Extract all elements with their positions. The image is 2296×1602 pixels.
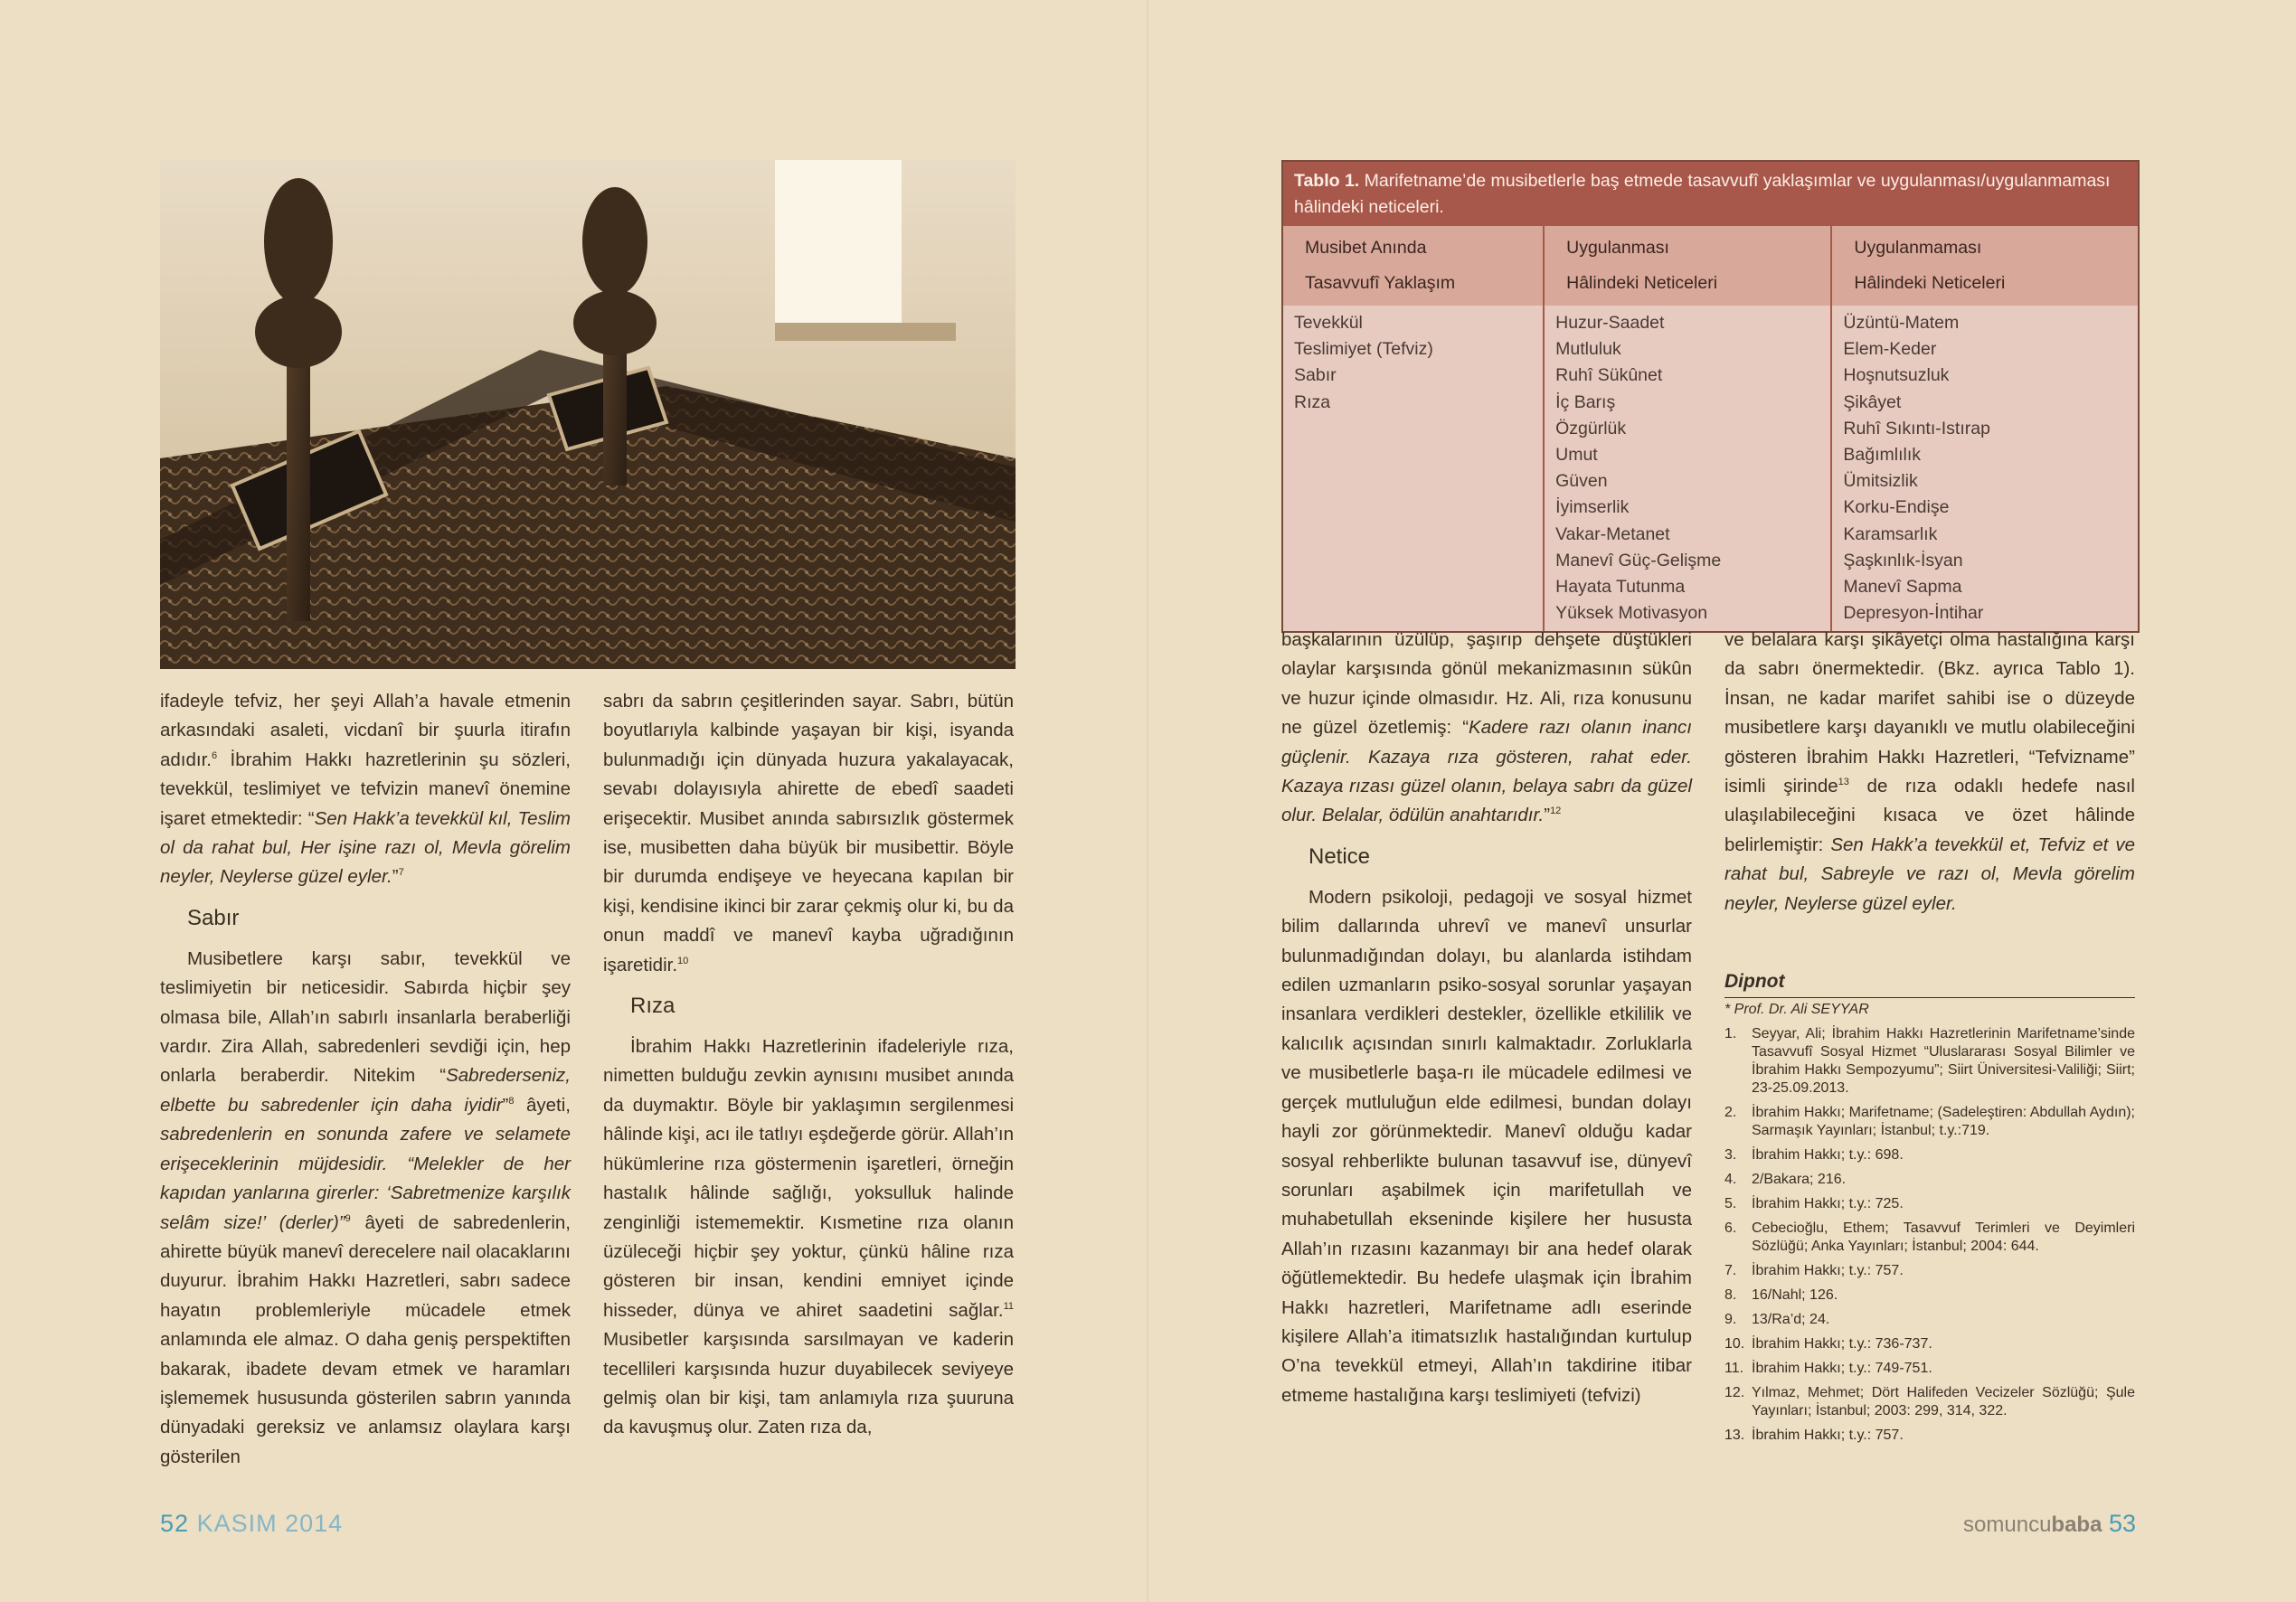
table-column-not-applied	[1830, 306, 2138, 631]
footnote-text: İbrahim Hakkı; t.y.: 749-751.	[1752, 1361, 1932, 1376]
footnote-text: Cebecioğlu, Ethem; Tasavvuf Terimleri ve Deyimleri Sözlüğü; Anka Yayınları; İstanbul; 2004: 644.	[1752, 1220, 2135, 1254]
table-cell: Ruhî Sıkıntı-Istırap	[1843, 418, 1990, 438]
table-cell: Hoşnutsuzluk	[1843, 365, 1950, 386]
footnote-number: 1.	[1724, 1026, 1737, 1041]
footnote-text: İbrahim Hakkı; t.y.: 757.	[1752, 1428, 1904, 1443]
footnote-item	[1724, 1335, 2135, 1353]
table-header-cell: Uygulanmaması Hâlindeki Neticeleri	[1830, 226, 2138, 306]
footnote-text: 2/Bakara; 216.	[1752, 1172, 1847, 1187]
footnote-text: İbrahim Hakkı; t.y.: 698.	[1752, 1147, 1904, 1163]
footnote-number: 5.	[1724, 1196, 1737, 1211]
table-header-cell: Musibet Anında Tasavvufî Yaklaşım	[1305, 238, 1456, 293]
table-cell: Mutluluk	[1555, 339, 1621, 360]
paragraph-riza: İbrahim Hakkı Hazretlerinin ifadeleriyle rıza, nimetten bulduğu zevkin aynısını musibet anında da duymaktır. Böyle bir yaklaşımın sergilenmesi hâlinde kişi, acı ile tatlıyı eşdeğerde görür. Allah’ın hükümlerine rıza göstermenin işaretleri, örneğin hastalık hâlinde sağlığı, yoksulluk halinde zenginliği istememektir. Kısmetine rıza olanın üzüleceği hiçbir şey yoktur, çünkü hâline rıza gösteren bir insan, kendini emniyet içinde hisseder, dünya ve ahiret saadetini sağlar.$^{11}$ Musibetler karşısında sarsılmayan ve kaderin tecellileri karşısında huzur duyabilecek seviyeye gelmiş olan bir kişi, tam anlamıyla rıza şuuruna da kavuşmuş olur. Zaten rıza da,	[603, 1036, 1014, 1438]
folio-right: somuncubaba 53	[1963, 1510, 2136, 1537]
right-column-2	[1724, 626, 2135, 919]
footnotes	[1724, 968, 2135, 1451]
footnote-item	[1724, 1311, 2135, 1329]
table-cell: Güven	[1555, 471, 1608, 492]
heading-riza: Rıza	[630, 994, 676, 1019]
table-cell: İyimserlik	[1555, 497, 1630, 518]
table-cell: Üzüntü-Matem	[1843, 313, 1960, 333]
footnote-item	[1724, 1262, 2135, 1280]
table-column-applied	[1543, 306, 1830, 631]
table-cell: Karamsarlık	[1843, 523, 1938, 544]
table-cell: Tevekkül	[1294, 313, 1363, 333]
table-cell: Yüksek Motivasyon	[1555, 603, 1708, 624]
table-cell: Huzur-Saadet	[1555, 313, 1665, 333]
table-body	[1283, 306, 2138, 631]
footnote-text: İbrahim Hakkı; t.y.: 757.	[1752, 1263, 1904, 1278]
footnote-number: 13.	[1724, 1428, 1745, 1443]
footnote-number: 7.	[1724, 1263, 1737, 1278]
footnote-item	[1724, 1104, 2135, 1140]
footnote-number: 8.	[1724, 1287, 1737, 1303]
footnote-list	[1724, 1025, 2135, 1445]
footnote-number: 10.	[1724, 1336, 1745, 1352]
table-cell: Korku-Endişe	[1843, 497, 1950, 518]
heading-netice: Netice	[1309, 843, 1371, 869]
table-cell: Manevî Sapma	[1843, 577, 1962, 598]
footnote-item	[1724, 1286, 2135, 1305]
table-cell: Depresyon-İntihar	[1843, 603, 1984, 624]
left-column-2	[603, 687, 1014, 1443]
footnote-text: Yılmaz, Mehmet; Dört Halifeden Vecizeler Sözlüğü; Şule Yayınları; İstanbul; 2003: 299, 314, 322.	[1752, 1385, 2135, 1418]
footnote-text: Seyyar, Ali; İbrahim Hakkı Hazretlerinin Marifetname’sinde Tasavvufî Sosyal Hizmet “Uluslararası Sosyal Bilimler ve İbrahim Hakkı Sempozyumu”; Siirt Üniversitesi-Valiliği; Siirt; 23-25.09.2013.	[1752, 1026, 2135, 1096]
table-cell: Manevî Güç-Gelişme	[1555, 550, 1722, 570]
paragraph-sabir: Musibetlere karşı sabır, tevekkül ve teslimiyetin bir neticesidir. Sabırda hiçbir şey olmasa bile, Allah’ın sabırlı insanlarla beraberliği vardır. Zira Allah, sabredenleri sevdiği için, hep onlarla beraberdir. Nitekim “Sabrederseniz, elbette bu sabredenler için daha iyidir”$^8$ âyeti, sabredenlerin en sonunda zafere ve selamete erişeceklerinin müjdesidir. “Melekler de her kapıdan yanlarına girerler: ‘Sabretmenize karşılık selâm size!’ (derler)”$^9$ âyeti de sabredenlerin, ahirette büyük manevî derecelere nail olacaklarını duyurur. İbrahim Hakkı Hazretleri, sabrı sadece hayatın problemleriyle mücadele etmek anlamında ele almaz. O daha geniş perspektiften bakarak, ibadete devam etmek ve haramları işlememek hususunda gösterilen sabrın yanında dünyadaki gereksiz ve anlamsız olaylara karşı gösterilen	[160, 947, 572, 1467]
table-cell: Şikâyet	[1843, 391, 1902, 412]
folio-left: 52 KASIM 2014	[160, 1510, 344, 1537]
table-cell: Teslimiyet (Tefviz)	[1294, 339, 1433, 360]
footnote-item	[1724, 1171, 2135, 1189]
footnote-number: 6.	[1724, 1220, 1737, 1236]
table-cell: Sabır	[1294, 365, 1337, 386]
footnote-item	[1724, 1195, 2135, 1213]
tomb-photo	[160, 160, 1016, 669]
footnote-text: 16/Nahl; 126.	[1752, 1287, 1838, 1303]
table-1	[1281, 160, 2140, 633]
table-cell: İç Barış	[1555, 391, 1616, 412]
footnote-item	[1724, 1146, 2135, 1164]
footnotes-author: * Prof. Dr. Ali SEYYAR	[1724, 1002, 1869, 1017]
table-cell: Bağımlılık	[1843, 445, 1921, 466]
footnote-number: 12.	[1724, 1385, 1745, 1400]
footnote-item	[1724, 1360, 2135, 1378]
table-header-row	[1283, 226, 2138, 306]
footnote-text: İbrahim Hakkı; Marifetname; (Sadeleştiren: Abdullah Aydın); Sarmaşık Yayınları; İstanbul; t.y.:719.	[1752, 1105, 2135, 1138]
left-column-1	[160, 687, 571, 1472]
table-cell: Ruhî Sükûnet	[1555, 365, 1663, 386]
paragraph-sabir-cont: sabrı da sabrın çeşitlerinden sayar. Sabrı, bütün boyutlarıyla kalbinde yaşayan bir kişi, isyanda bulunmadığı için dünyada huzura yakalayacak, sevabı dolayısıyla ahirette de ebedî saadeti erişecektir. Musibet anında sabırsızlık göstermek ise, musibetten daha büyük bir musibettir. Böyle bir durumda endişeye ve heyecana kapılan bir kişi, kendisine ikinci bir zarar çekmiş olur ki, bu da onun maddî ve manevî kayba uğradığının işaretidir.$^{10}$	[603, 691, 1014, 975]
footnote-text: 13/Ra’d; 24.	[1752, 1312, 1830, 1327]
paragraph-netice-cont: ve belalara karşı şikâyetçi olma hastalığına karşı da sabrı önermektedir. (Bkz. ayrıca Tablo 1). İnsan, ne kadar marifet sahibi ise o düzeyde musibetlere karşı dayanıklı ve mutlu olabileceğini gösteren İbrahim Hakkı Hazretleri, “Tefvizname” isimli şirinde$^{13}$ de rıza odaklı hedefe nasıl ulaşılabileceğini kısaca ve özet hâlinde belirlemiştir: Sen Hakk’a tevekkül et, Tefviz et ve rahat bul, Sabreyle ve razı ol, Mevla görelim neyler, Neylerse güzel eyler.	[1724, 629, 2135, 914]
footnote-number: 9.	[1724, 1312, 1737, 1327]
footnote-item	[1724, 1427, 2135, 1445]
footnote-number: 3.	[1724, 1147, 1737, 1163]
right-column-1	[1281, 626, 1692, 1410]
table-cell: Hayata Tutunma	[1555, 577, 1686, 598]
footnote-item	[1724, 1025, 2135, 1098]
table-cell: Umut	[1555, 445, 1598, 466]
table-cell: Şaşkınlık-İsyan	[1843, 550, 1963, 570]
page-gutter	[1147, 0, 1148, 1602]
table-column-approach	[1283, 306, 1543, 631]
heading-sabir: Sabır	[187, 905, 240, 930]
paragraph-riza-cont: başkalarının üzülüp, şaşırıp dehşete düştükleri olaylar karşısında gönül mekanizmasının sükûn ve huzur içinde olmasıdır. Hz. Ali, rıza konusunu ne güzel özetlemiş: “Kadere razı olanın inancı güçlenir. Kazaya rıza gösteren, rahat eder. Kazaya rızası güzel olanın, belaya sabrı da güzel olur. Belalar, ödülün anahtarıdır.”$^{12}$	[1281, 629, 1692, 826]
table-cell: Rıza	[1294, 391, 1331, 412]
footnotes-title: Dipnot	[1724, 968, 2135, 998]
paragraph-tefviz: ifadeyle tefviz, her şeyi Allah’a havale etmenin arkasındaki asaleti, vicdanî bir şuurla itirafın adıdır.$^6$ İbrahim Hakkı hazretlerinin şu sözleri, tevekkül, teslimiyet ve tefvizin manevî önemine işaret etmektedir: “Sen Hakk’a tevekkül kıl, Teslim ol da rahat bul, Her işine razı ol, Mevla görelim neyler, Neylerse güzel eyler.”$^7$	[160, 691, 572, 888]
footnote-text: İbrahim Hakkı; t.y.: 725.	[1752, 1196, 1904, 1211]
table-cell: Özgürlük	[1555, 418, 1627, 438]
footnote-number: 2.	[1724, 1105, 1737, 1120]
table-cell: Ümitsizlik	[1843, 471, 1918, 492]
footnote-item	[1724, 1220, 2135, 1256]
footnote-item	[1724, 1384, 2135, 1420]
table-caption: Tablo 1. Marifetname’de musibetlerle baş etmede tasavvufî yaklaşımlar ve uygulanması/uygulanmaması hâlindeki neticeleri.	[1283, 162, 2138, 226]
footnote-number: 4.	[1724, 1172, 1737, 1187]
footnote-text: İbrahim Hakkı; t.y.: 736-737.	[1752, 1336, 1932, 1352]
table-cell: Elem-Keder	[1843, 339, 1937, 360]
table-header-cell: Uygulanması Hâlindeki Neticeleri	[1543, 226, 1830, 306]
footnote-number: 11.	[1724, 1361, 1744, 1376]
paragraph-netice: Modern psikoloji, pedagoji ve sosyal hizmet bilim dallarında uhrevî ve manevî unsurlar bulunmadığından dolayı, bu alanlarda istihdam edilen uzmanların psiko-sosyal sorunlar yaşayan insanlara verdikleri destekler, özellikle etkililik ve kalıcılık açısından sınırlı kalmaktadır. Zorluklarla ve musibetlerle başa-rı ile mücadele edilmesi ve gerçek mutluluğun elde edilmesi, bundan dolayı hayli zor görünmektedir. Manevî olduğu kadar sosyal rehberlikte bulunan tasavvuf ise, dünyevî sorunları aşabilmek için marifetullah ve muhabetullah ekseninde kişilere her hususta Allah’ın rızasını kazanmayı bir ana hedef olarak öğütlemektedir. Bu hedefe ulaşmak için İbrahim Hakkı hazretleri, Marifetname adlı eserinde kişilere Allah’a itimatsızlık hastalığından kurtulup O’na tevekkül etmeyi, Allah’ın takdirine itibar etmeme hastalığına karşı teslimiyeti (tefvizi)	[1281, 886, 1692, 1406]
table-cell: Vakar-Metanet	[1555, 523, 1670, 544]
